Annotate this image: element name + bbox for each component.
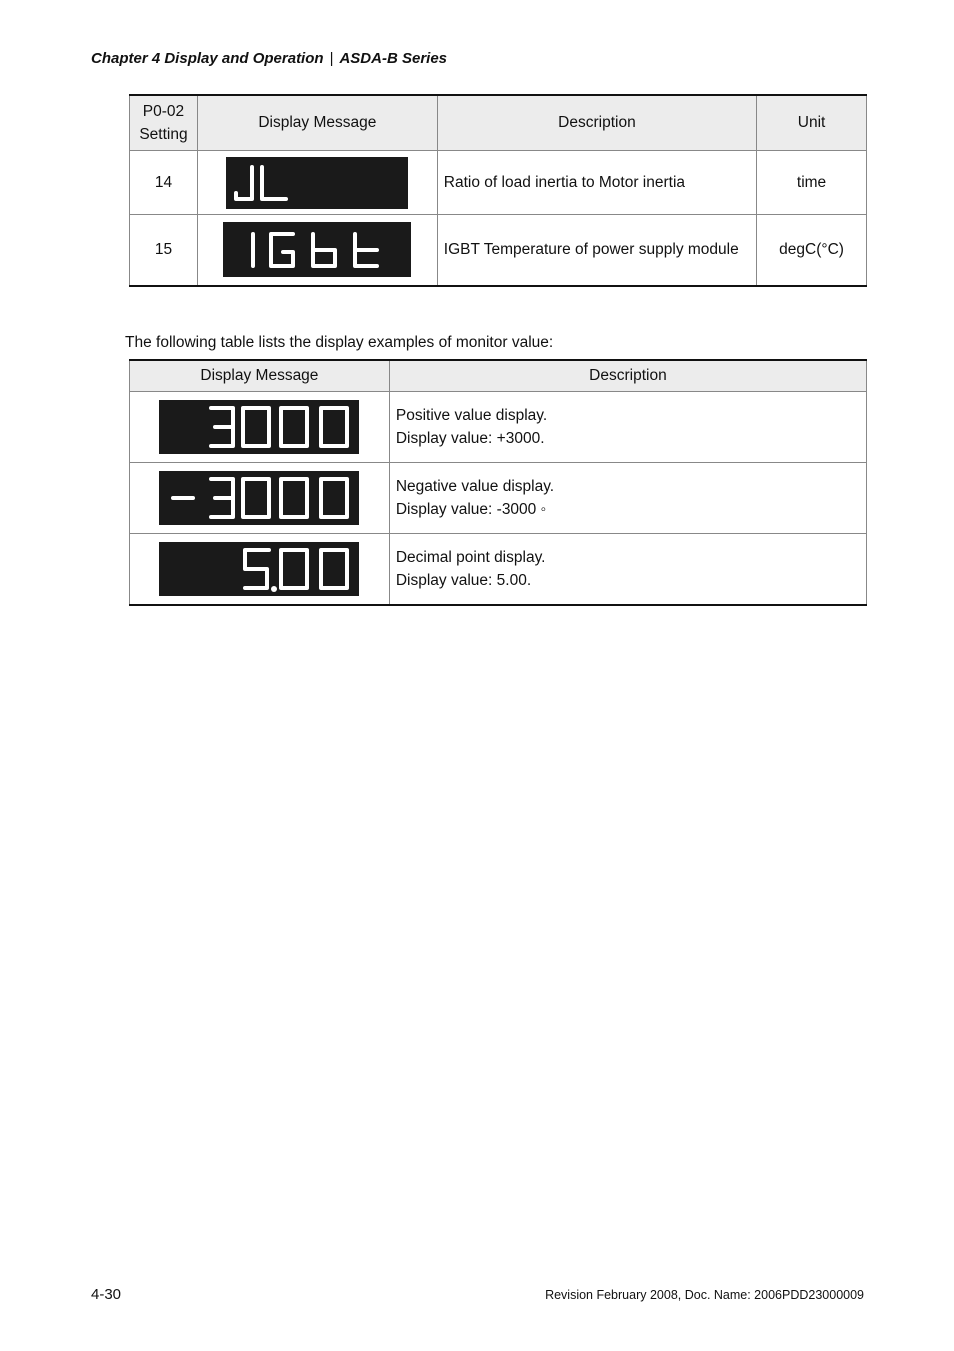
- header-display-message: Display Message: [130, 360, 390, 392]
- table-row: [130, 392, 867, 463]
- setting-cell: 14: [130, 151, 198, 215]
- description-cell: Ratio of load inertia to Motor inertia: [437, 151, 756, 215]
- display-cell: [130, 534, 390, 605]
- lcd-display-minus-3000: [159, 471, 359, 525]
- chapter-title: Chapter 4 Display and Operation: [91, 50, 324, 67]
- lcd-display-jl: [226, 157, 408, 209]
- monitor-value-examples-table: [129, 359, 867, 606]
- setting-cell: 15: [130, 215, 198, 286]
- lcd-display-5-00: [159, 542, 359, 596]
- lcd-display-igbt: [223, 222, 411, 277]
- header-separator: |: [329, 50, 334, 67]
- header-setting-line2: Setting: [139, 126, 188, 143]
- description-line: Display value: +3000.: [395, 430, 545, 447]
- header-unit: Unit: [757, 95, 867, 151]
- description-cell: [389, 463, 866, 534]
- table-row: [130, 534, 867, 605]
- header-setting-line1: P0-02: [142, 103, 185, 120]
- intro-text: The following table lists the display examples of monitor value:: [125, 334, 554, 351]
- display-cell: [130, 392, 390, 463]
- description-cell: IGBT Temperature of power supply module: [437, 215, 756, 286]
- table-header-row: [130, 360, 867, 392]
- description-cell: [389, 392, 866, 463]
- table-row: [130, 463, 867, 534]
- page-number: 4-30: [91, 1286, 122, 1303]
- display-cell: [197, 215, 437, 286]
- display-cell: [130, 463, 390, 534]
- lcd-display-3000: [159, 400, 359, 454]
- revision-info: Revision February 2008, Doc. Name: 2006PDD23000009: [545, 1288, 864, 1302]
- table-row: [130, 215, 867, 286]
- description-line: Decimal point display.: [395, 548, 546, 566]
- table-header-row: [130, 95, 867, 151]
- description-line: Negative value display.: [395, 478, 555, 495]
- description-line: Display value: 5.00.: [395, 571, 532, 589]
- unit-cell: time: [757, 151, 867, 215]
- table-row: [130, 151, 867, 215]
- decimal-point: [271, 586, 277, 592]
- description-cell: [389, 534, 866, 605]
- header-description: Description: [389, 360, 866, 392]
- header-description: Description: [437, 95, 756, 151]
- description-line: Positive value display.: [395, 407, 548, 424]
- series-name: ASDA-B Series: [339, 50, 448, 67]
- description-line: Display value: -3000 ◦: [395, 501, 547, 518]
- unit-cell: degC(°C): [757, 215, 867, 286]
- header-setting: [130, 95, 198, 151]
- page-header: [91, 50, 447, 67]
- parameter-display-table: [129, 94, 867, 287]
- display-cell: [197, 151, 437, 215]
- header-display-message: Display Message: [197, 95, 437, 151]
